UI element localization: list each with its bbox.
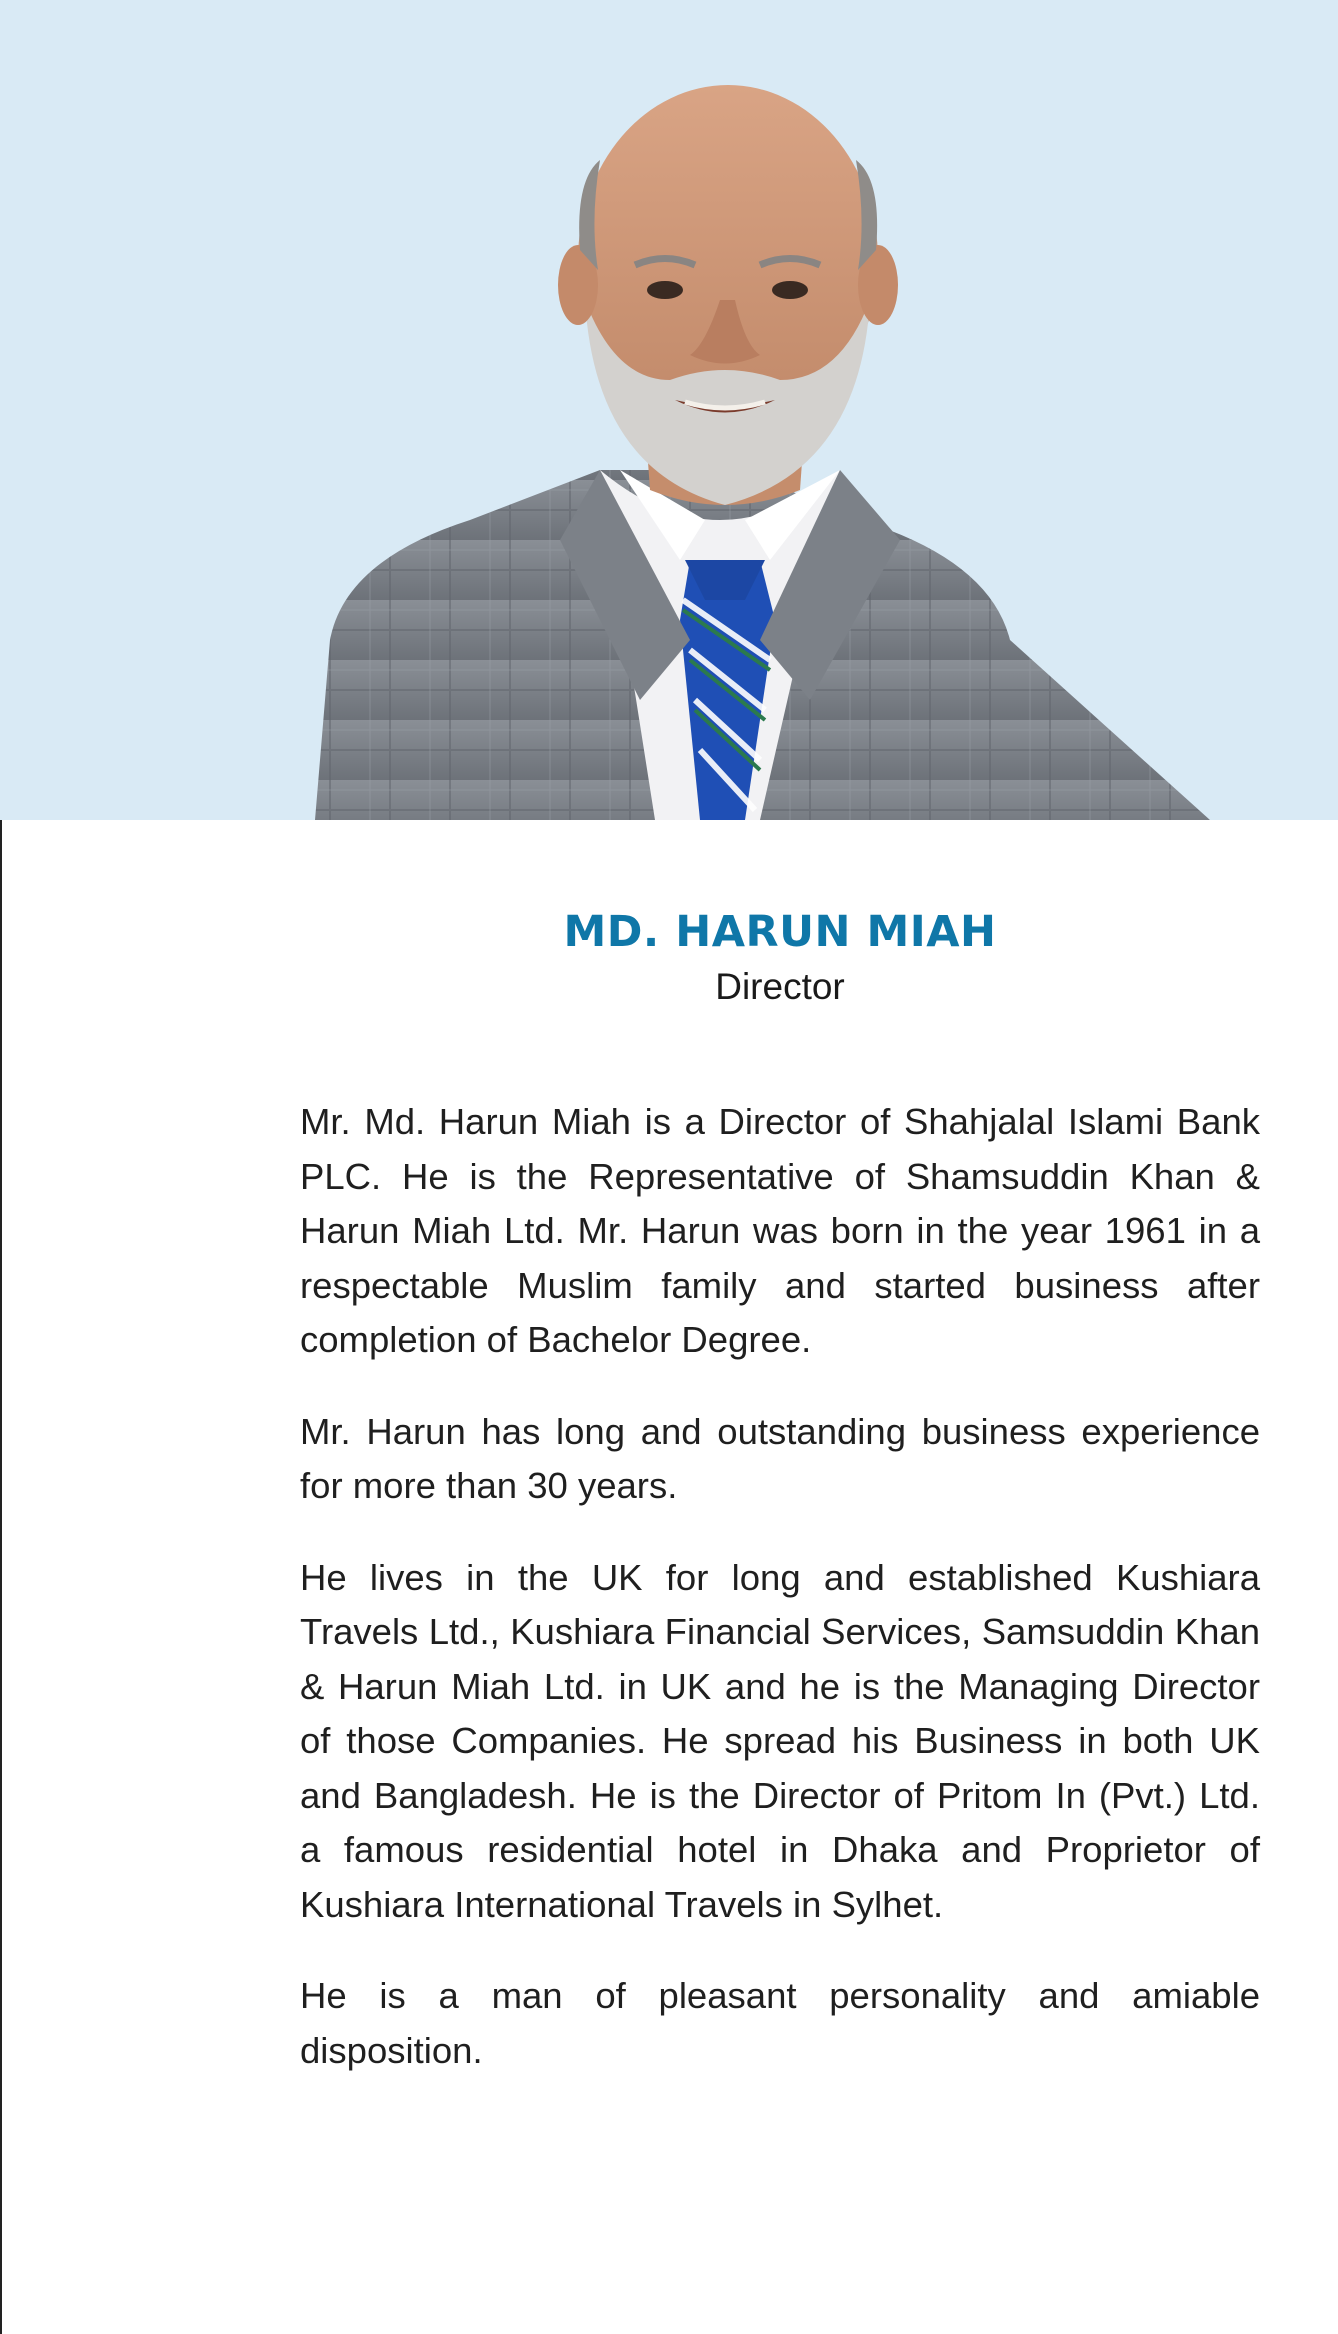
portrait-illustration: [0, 0, 1338, 820]
name-block: [300, 900, 1260, 1010]
left-margin-rule: [0, 820, 2, 2334]
bio-paragraph-4: He is a man of pleasant personality and amiable disposition.: [300, 1975, 1260, 2071]
biography: [300, 1095, 1260, 2115]
portrait-photo: [0, 0, 1338, 820]
person-name: MD. HARUN MIAH: [563, 907, 997, 957]
person-title: Director: [715, 966, 845, 1007]
bio-paragraph-3: He lives in the UK for long and established Kushiara Travels Ltd., Kushiara Financial Services, Samsuddin Khan & Harun Miah Ltd. in UK and he is the Managing Director of those Companies. He spread his Business in both UK and Bangladesh. He is the Director of Pritom In (Pvt.) Ltd. a famous residential hotel in Dhaka and Proprietor of Kushiara International Travels in Sylhet.: [300, 1556, 1260, 1925]
bio-paragraph-1: Mr. Md. Harun Miah is a Director of Shahjalal Islami Bank PLC. He is the Representative of Shamsuddin Khan & Harun Miah Ltd. Mr. Harun was born in the year 1961 in a respectable Muslim family and started business after completion of Bachelor Degree.: [300, 1101, 1260, 1360]
bio-paragraph-2: Mr. Harun has long and outstanding business experience for more than 30 years.: [300, 1410, 1260, 1506]
